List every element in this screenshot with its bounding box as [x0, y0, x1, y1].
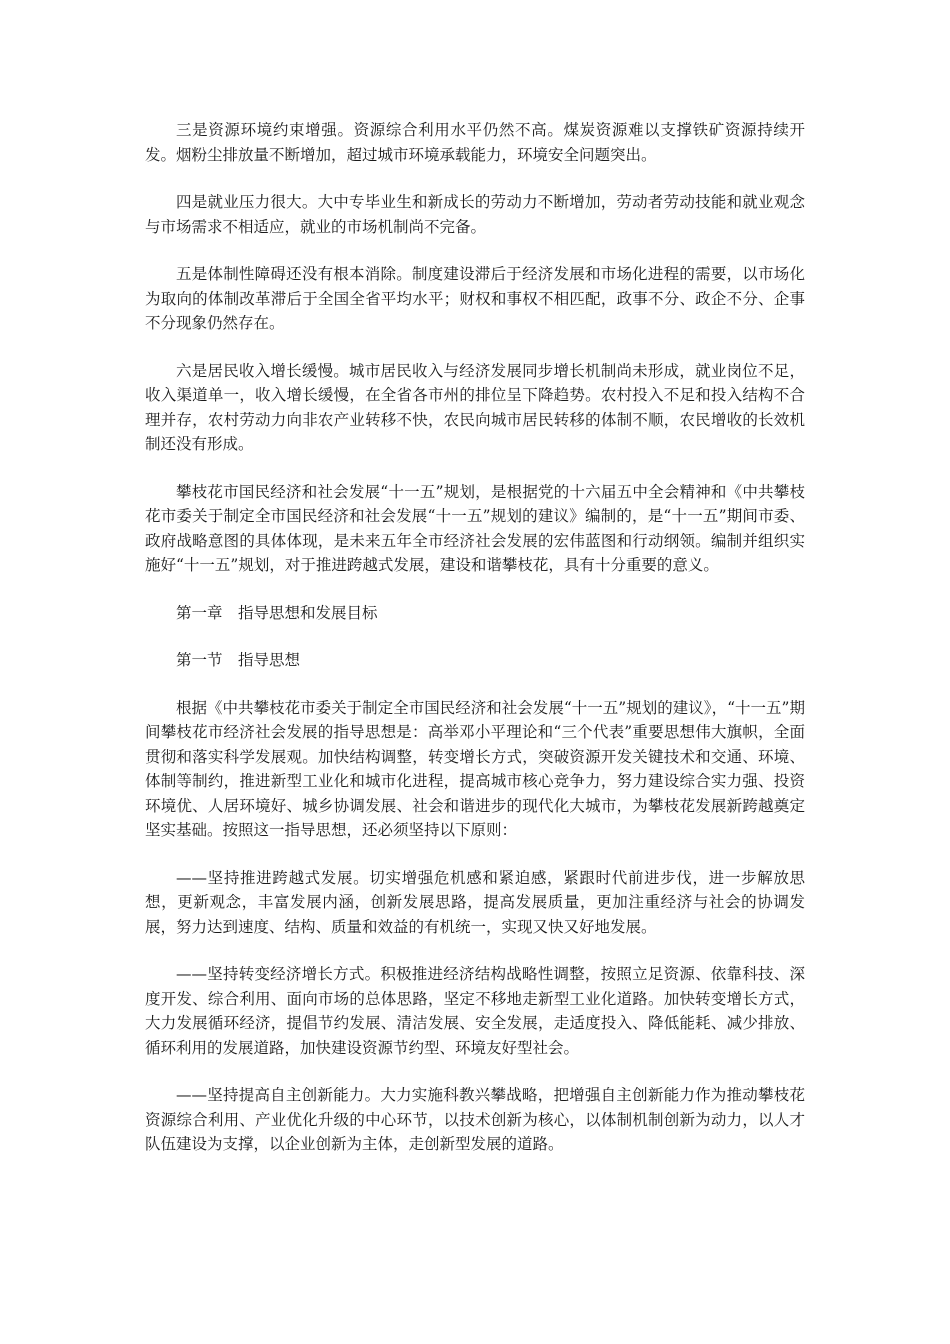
paragraph-guiding-ideology: 根据《中共攀枝花市委关于制定全市国民经济和社会发展“十一五”规划的建议》，“十一五”期间攀枝花市经济社会发展的指导思想是：高举邓小平理论和“三个代表”重要思想伟大旗帜，全面贯彻和落实科学发展观。加快结构调整，转变增长方式，突破资源开发关键技术和交通、环境、体制等制约，推进新型工业化和城市化进程，提高城市核心竞争力，努力建设综合实力强、投资环境优、人居环境好、城乡协调发展、社会和谐进步的现代化大城市，为攀枝花发展新跨越奠定坚实基础。按照这一指导思想，还必须坚持以下原则： [145, 698, 805, 839]
chapter-heading: 第一章 指导思想和发展目标 [176, 603, 378, 622]
paragraph-employment-pressure: 四是就业压力很大。大中专毕业生和新成长的劳动力不断增加，劳动者劳动技能和就业观念与市场需求不相适应，就业的市场机制尚不完备。 [145, 193, 805, 236]
paragraph-principle-leapfrog: ——坚持推进跨越式发展。切实增强危机感和紧迫感，紧跟时代前进步伐，进一步解放思想，更新观念，丰富发展内涵，创新发展思路，提高发展质量，更加注重经济与社会的协调发展，努力达到速度、结构、质量和效益的有机统一，实现又快又好地发展。 [145, 868, 805, 936]
paragraph-principle-innovation: ——坚持提高自主创新能力。大力实施科教兴攀战略，把增强自主创新能力作为推动攀枝花资源综合利用、产业优化升级的中心环节，以技术创新为核心，以体制机制创新为动力，以人才队伍建设为支撑，以企业创新为主体，走创新型发展的道路。 [145, 1086, 805, 1153]
paragraph-income-growth: 六是居民收入增长缓慢。城市居民收入与经济发展同步增长机制尚未形成，就业岗位不足，收入渠道单一，收入增长缓慢，在全省各市州的排位呈下降趋势。农村投入不足和投入结构不合理并存，农村劳动力向非农产业转移不快，农民向城市居民转移的体制不顺，农民增收的长效机制还没有形成。 [145, 361, 805, 453]
section-heading: 第一节 指导思想 [176, 651, 301, 669]
paragraph-principle-growth-mode: ——坚持转变经济增长方式。积极推进经济结构战略性调整，按照立足资源、依靠科技、深度开发、综合利用、面向市场的总体思路，坚定不移地走新型工业化道路。加快转变增长方式，大力发展循环经济，提倡节约发展、清洁发展、安全发展，走适度投入、降低能耗、减少排放、循环利用的发展道路，加快建设资源节约型、环境友好型社会。 [145, 965, 805, 1057]
document-body [145, 118, 805, 1180]
paragraph-resource-environment: 三是资源环境约束增强。资源综合利用水平仍然不高。煤炭资源难以支撑铁矿资源持续开发。烟粉尘排放量不断增加，超过城市环境承载能力，环境安全问题突出。 [145, 121, 805, 164]
paragraph-institutional-obstacles: 五是体制性障碍还没有根本消除。制度建设滞后于经济发展和市场化进程的需要，以市场化为取向的体制改革滞后于全国全省平均水平；财权和事权不相匹配，政事不分、政企不分、企事不分现象仍然存在。 [145, 265, 805, 332]
paragraph-plan-significance: 攀枝花市国民经济和社会发展“十一五”规划，是根据党的十六届五中全会精神和《中共攀枝花市委关于制定全市国民经济和社会发展“十一五”规划的建议》编制的，是“十一五”期间市委、政府战略意图的具体体现，是未来五年全市经济社会发展的宏伟蓝图和行动纲领。编制并组织实施好“十一五”规划，对于推进跨越式发展，建设和谐攀枝花，具有十分重要的意义。 [145, 482, 805, 574]
